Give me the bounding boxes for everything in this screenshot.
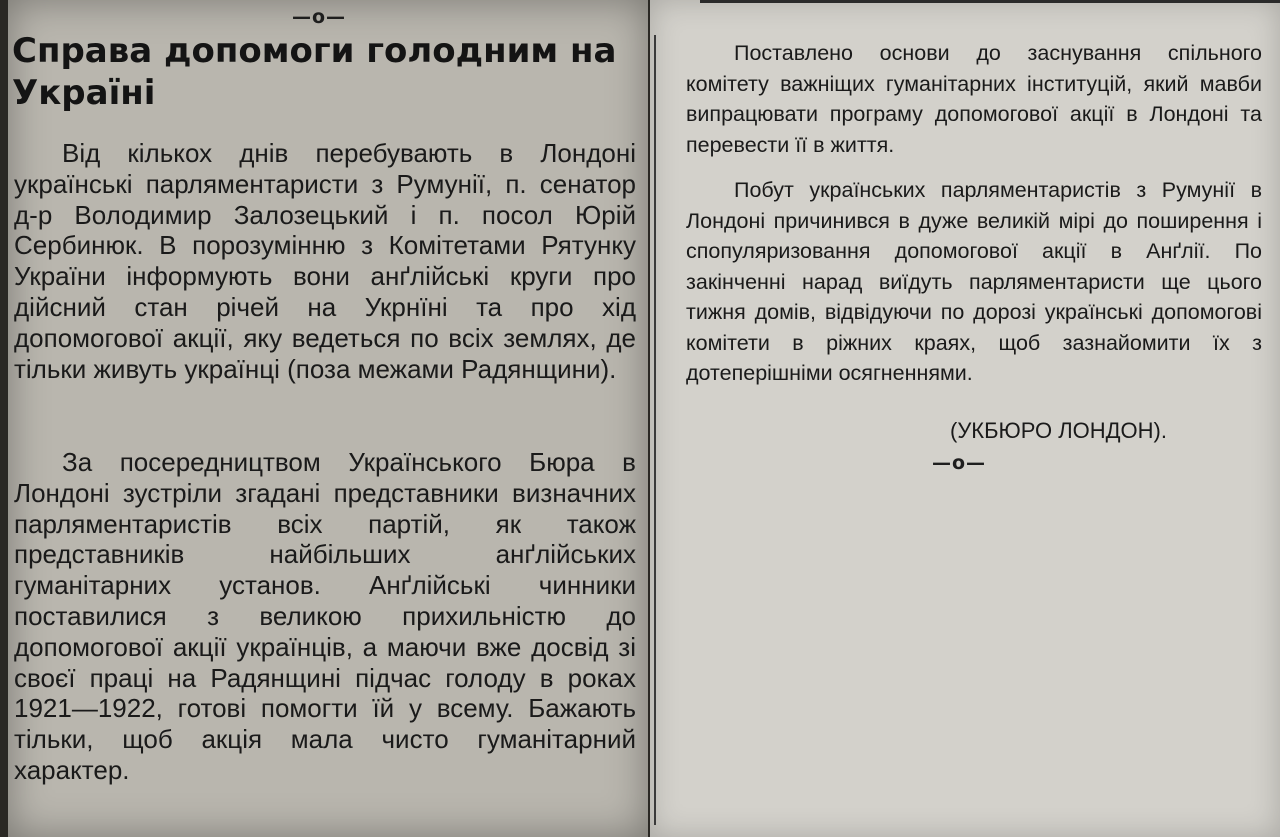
bottom-separator: —o— (932, 452, 987, 474)
top-rule (700, 0, 1280, 3)
left-paragraph-2: За посередництвом Українського Бюра в Лондоні зустріли згадані представники визначних парляментаристів всіх партій, як також представників найбільших анґлійських гуманітарних установ. Анґлійські чинники поставилися з великою прихильністю до допомогової акції українців, а маючи вже досвід зі своєї праці на Радянщині підчас голоду в роках 1921—1922, готові помогти їй у всему. Бажають тільки, щоб акція мала чисто гуманітарний характер. (14, 447, 636, 785)
right-paragraph-1: Поставлено основи до заснування спільного комітету важніщих гуманітарних інституцій, який мавби випрацювати програму допомогової акції в Лондоні та перевести її в життя. (686, 41, 1262, 157)
top-separator: —o— (292, 6, 347, 28)
left-paragraph-1: Від кількох днів перебувають в Лондоні українські парляментаристи з Румунії, п. сенатор д-р Володимир Залозецький і п. посол Юрій Сербинюк. В порозумінню з Комітетами Рятунку України інформують вони анґлійські круги про дійсний стан річей на Укрнїні та про хід допомогової акції, яку ведеться по всіх землях, де тільки живуть українці (поза межами Радянщини). (14, 138, 636, 384)
signature: (УКБЮРО ЛОНДОН). (950, 418, 1167, 443)
column-divider (654, 35, 656, 825)
right-paragraph-2: Побут українських парляментаристів з Румунії в Лондоні причинився в дуже великій мірі до поширення і спопуляризовання допомогової акції в Анґлії. По закінченні нарад виїдуть парляментаристи ще цього тижня домів, відвідуючи по дорозі українські допомогові комітети в ріжних краях, щоб зазнайомити їх з дотеперішніми осягненнями. (686, 178, 1262, 385)
article-headline: Справа допомоги голодним на Україні (12, 31, 617, 113)
